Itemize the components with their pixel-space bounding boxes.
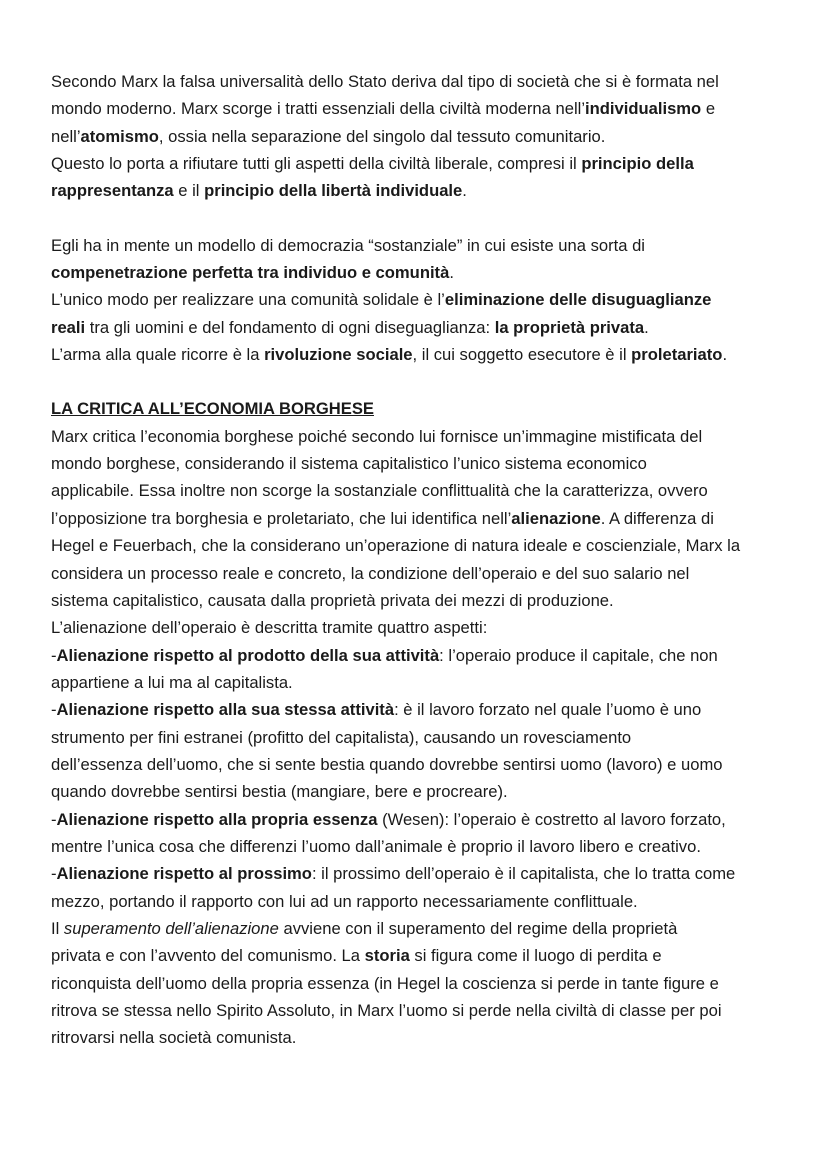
text-line (51, 833, 791, 860)
text-line (51, 286, 791, 313)
text-line (51, 888, 791, 915)
text-line (51, 669, 791, 696)
text-run: . (462, 181, 467, 201)
text-run: - (51, 809, 57, 829)
text-line (51, 68, 791, 95)
text-run: mentre l’unica cosa che differenzi l’uomo dall’animale è proprio il lavoro libero e creativo. (51, 836, 701, 856)
text-run: avviene con il superamento del regime della proprietà (278, 918, 678, 938)
text-run: appartiene a lui ma al capitalista. (51, 672, 293, 692)
text-run: e (701, 99, 716, 119)
text-run: Hegel e Feuerbach, che la considerano un’operazione di natura ideale e coscienziale, Marx la (51, 536, 741, 556)
text-run: applicabile. Essa inoltre non scorge la sostanziale conflittualità che la caratterizza, ovvero (51, 481, 708, 501)
text-line (51, 970, 791, 997)
section-heading: LA CRITICA ALL’ECONOMIA BORGHESE (51, 399, 374, 419)
text-line (51, 614, 791, 641)
text-run: considera un processo reale e concreto, la condizione dell’operaio e del suo salario nel (51, 563, 690, 583)
bold-text: la proprietà privata (494, 317, 645, 337)
text-run: L’unico modo per realizzare una comunità solidale è l’ (51, 290, 445, 310)
text-line (51, 477, 791, 504)
text-run: . (644, 317, 649, 337)
text-run: (Wesen): l’operaio è costretto al lavoro forzato, (377, 809, 726, 829)
text-run: privata e con l’avvento del comunismo. La (51, 946, 365, 966)
text-line (51, 1024, 791, 1051)
text-line (51, 560, 791, 587)
paragraph (51, 423, 791, 1052)
text-run: Il (51, 918, 64, 938)
text-line (51, 232, 791, 259)
bold-text: storia (364, 946, 410, 966)
text-line (51, 751, 791, 778)
text-run: . (722, 345, 728, 365)
text-run: strumento per fini estranei (profitto del capitalista), causando un rovesciamento (51, 727, 632, 747)
text-line (51, 177, 791, 204)
text-line (51, 778, 791, 805)
text-run: e il (173, 181, 205, 201)
paragraph (51, 232, 791, 369)
text-run: L’arma alla quale ricorre è la (51, 345, 265, 365)
text-run: Questo lo porta a rifiutare tutti gli aspetti della civiltà liberale, compresi il (51, 154, 582, 174)
text-run: . (449, 263, 454, 283)
text-run: Marx critica l’economia borghese poiché secondo lui fornisce un’immagine mistificata del (51, 426, 703, 446)
bold-text: principio della (581, 154, 694, 174)
text-line (51, 532, 791, 559)
text-run: ritrovarsi nella società comunista. (51, 1028, 297, 1048)
text-line (51, 724, 791, 751)
text-line (51, 642, 791, 669)
text-line (51, 423, 791, 450)
text-line (51, 341, 791, 368)
bold-text: rappresentanza (51, 181, 174, 201)
text-run: - (51, 864, 57, 884)
text-line (51, 259, 791, 286)
bold-text: Alienazione rispetto al prodotto della sua attività (56, 645, 440, 665)
bold-text: Alienazione rispetto alla propria essenza (56, 809, 378, 829)
text-run: quando dovrebbe sentirsi bestia (mangiare, bere e procreare). (51, 782, 508, 802)
text-run: nell’ (51, 126, 81, 146)
text-line (51, 123, 791, 150)
text-run: dell’essenza dell’uomo, che si sente bestia quando dovrebbe sentirsi uomo (lavoro) e uomo (51, 754, 723, 774)
bold-text: proletariato (631, 345, 723, 365)
text-line (51, 150, 791, 177)
text-run: ritrova se stessa nello Spirito Assoluto, in Marx l’uomo si perde nella civiltà di classe per poi (51, 1001, 722, 1020)
text-run: , il cui soggetto esecutore è il (412, 345, 632, 365)
text-line (51, 997, 791, 1024)
bold-text: Alienazione rispetto al prossimo (56, 864, 312, 884)
document-page (51, 68, 791, 1052)
bold-text: atomismo (80, 126, 159, 146)
bold-text: eliminazione delle disuguaglianze (444, 290, 712, 310)
bold-text: rivoluzione sociale (264, 345, 413, 365)
text-line (51, 314, 791, 341)
text-run: Egli ha in mente un modello di democrazia “sostanziale” in cui esiste una sorta di (51, 235, 645, 255)
text-run: riconquista dell’uomo della propria essenza (in Hegel la coscienza si perde in tante figure e (51, 973, 719, 993)
bold-text: Alienazione rispetto alla sua stessa attività (56, 700, 395, 720)
text-run: sistema capitalistico, causata dalla proprietà privata dei mezzi di produzione. (51, 590, 614, 610)
text-run: tra gli uomini e del fondamento di ogni diseguaglianza: (85, 317, 495, 337)
text-run: : il prossimo dell’operaio è il capitalista, che lo tratta come (311, 864, 736, 884)
bold-text: reali (51, 317, 86, 337)
text-line (51, 915, 791, 942)
text-line (51, 587, 791, 614)
text-run: : l’operaio produce il capitale, che non (439, 645, 718, 665)
text-run: l’opposizione tra borghesia e proletariato, che lui identifica nell’ (51, 508, 512, 528)
text-line (51, 860, 791, 887)
text-run: . A differenza di (600, 508, 714, 528)
text-run: Secondo Marx la falsa universalità dello Stato deriva dal tipo di società che si è formata nel (51, 72, 719, 91)
text-line (51, 696, 791, 723)
text-run: , ossia nella separazione del singolo dal tessuto comunitario. (158, 126, 606, 146)
text-line (51, 450, 791, 477)
text-line (51, 942, 791, 969)
italic-text: superamento dell’alienazione (63, 918, 279, 938)
text-run: si figura come il luogo di perdita e (409, 946, 662, 966)
text-run: - (51, 645, 57, 665)
text-run: mondo borghese, considerando il sistema capitalistico l’unico sistema economico (51, 454, 647, 474)
text-run: : è il lavoro forzato nel quale l’uomo è uno (394, 700, 702, 720)
text-line (51, 505, 791, 532)
text-run: - (51, 700, 57, 720)
bold-text: alienazione (511, 508, 601, 528)
text-line (51, 95, 791, 122)
bold-text: compenetrazione perfetta tra individuo e comunità (51, 263, 450, 283)
text-run: mondo moderno. Marx scorge i tratti essenziali della civiltà moderna nell’ (51, 99, 586, 119)
text-run: L’alienazione dell’operaio è descritta tramite quattro aspetti: (51, 618, 488, 638)
bold-text: individualismo (585, 99, 702, 119)
text-run: mezzo, portando il rapporto con lui ad un rapporto necessariamente conflittuale. (51, 891, 638, 911)
bold-text: principio della libertà individuale (204, 181, 463, 201)
text-line (51, 806, 791, 833)
paragraph (51, 68, 791, 205)
